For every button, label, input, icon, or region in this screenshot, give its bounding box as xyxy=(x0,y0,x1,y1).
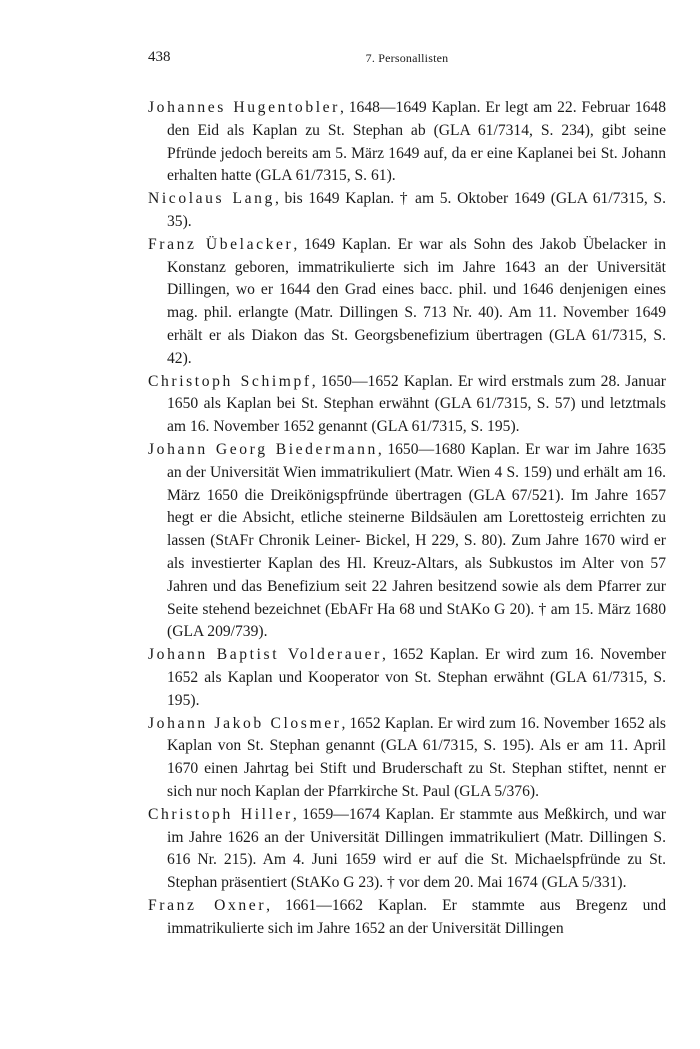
entry-text: , 1652 Kaplan. Er wird zum 16. November 1652 als Kaplan und Kooperator von St. Stephan erwähnt (GLA 61/7315, S. 195). xyxy=(167,646,667,709)
person-name: Franz Oxner xyxy=(148,896,267,914)
list-item xyxy=(148,234,666,371)
person-name: Christoph Hiller xyxy=(148,805,293,823)
running-head xyxy=(148,47,666,69)
page-number: 438 xyxy=(148,49,171,65)
entry-text: , 1650—1680 Kaplan. Er war im Jahre 1635 an der Universität Wien immatrikuliert (Matr. Wien 4 S. 159) und erhält am 16. März 1650 die Dreikönigspfründe übertragen (GLA 67/521). Im Jahre 1657 hegt er die Absicht, etliche steinerne Bildsäulen am Lorettosteig errichten zu lassen (StAFr Chronik Leiner- Bickel, H 229, S. 80). Zum Jahre 1670 wird er als investierter Kaplan des Hl. Kreuz-Altars, als Subkustos im Alter von 57 Jahren und das Benefizium seit 22 Jahren besitzend sowie als dem Pfarrer zur Seite stehend bezeichnet (EbAFr Ha 68 und StAKo G 20). † am 15. März 1680 (GLA 209/739). xyxy=(167,440,667,641)
entry-text: , 1649 Kaplan. Er war als Sohn des Jakob Übelacker in Konstanz geboren, immatrikulierte sich im Jahre 1643 an der Universität Dillingen, wo er 1644 den Grad eines bacc. phil. und 1646 denjenigen eines mag. phil. erlangte (Matr. Dillingen S. 713 Nr. 40). Am 11. November 1649 erhält er als Diakon das St. Georgsbenefizium übertragen (GLA 61/7315, S. 42). xyxy=(167,235,667,367)
list-item xyxy=(148,804,666,895)
entry-list xyxy=(148,97,666,940)
list-item xyxy=(148,439,666,644)
book-page xyxy=(148,47,666,940)
list-item xyxy=(148,97,666,188)
list-item xyxy=(148,644,666,712)
list-item xyxy=(148,895,666,941)
person-name: Christoph Schimpf xyxy=(148,372,312,390)
list-item xyxy=(148,713,666,804)
entry-text: , 1652 Kaplan. Er wird zum 16. November 1652 als Kaplan von St. Stephan genannt (GLA 61/7315, S. 195). Als er am 11. April 1670 einen Jahrtag bei Stift und Bruderschaft zu St. Stephan stiftet, nennt er sich nur noch Kaplan der Pfarrkirche St. Paul (GLA 5/376). xyxy=(167,714,666,800)
person-name: Franz Übelacker xyxy=(148,235,294,253)
person-name: Johannes Hugentobler xyxy=(148,99,340,116)
section-title: 7. Personallisten xyxy=(365,51,449,65)
entry-text: , 1661—1662 Kaplan. Er stammte aus Bregenz und immatrikulierte sich im Jahre 1652 an der Universität Dillingen xyxy=(167,896,666,937)
list-item xyxy=(148,188,666,234)
entry-text: , bis 1649 Kaplan. † am 5. Oktober 1649 (GLA 61/7315, S. 35). xyxy=(167,190,666,230)
entry-text: , 1650—1652 Kaplan. Er wird erstmals zum 28. Januar 1650 als Kaplan bei St. Stephan erwähnt (GLA 61/7315, S. 57) und letztmals am 16. November 1652 genannt (GLA 61/7315, S. 195). xyxy=(167,372,666,436)
list-item xyxy=(148,371,666,439)
person-name: Nicolaus Lang xyxy=(148,190,275,208)
person-name: Johann Jakob Closmer xyxy=(148,714,342,732)
entry-text: , 1648—1649 Kaplan. Er legt am 22. Februar 1648 den Eid als Kaplan zu St. Stephan ab (GLA 61/7314, S. 234), gibt seine Pfründe jedoch bereits am 5. März 1649 auf, da er eine Kaplanei bei St. Johann erhalten hatte (GLA 61/7315, S. 61). xyxy=(167,99,667,185)
entry-text: , 1659—1674 Kaplan. Er stammte aus Meßkirch, und war im Jahre 1626 an der Universität Dillingen immatrikuliert (Matr. Dillingen S. 616 Nr. 215). Am 4. Juni 1659 wird er auf die St. Michaelspfründe zu St. Stephan präsentiert (StAKo G 23). † vor dem 20. Mai 1674 (GLA 5/331). xyxy=(167,805,666,892)
person-name: Johann Baptist Volderauer xyxy=(148,646,382,664)
person-name: Johann Georg Biedermann xyxy=(148,440,378,458)
